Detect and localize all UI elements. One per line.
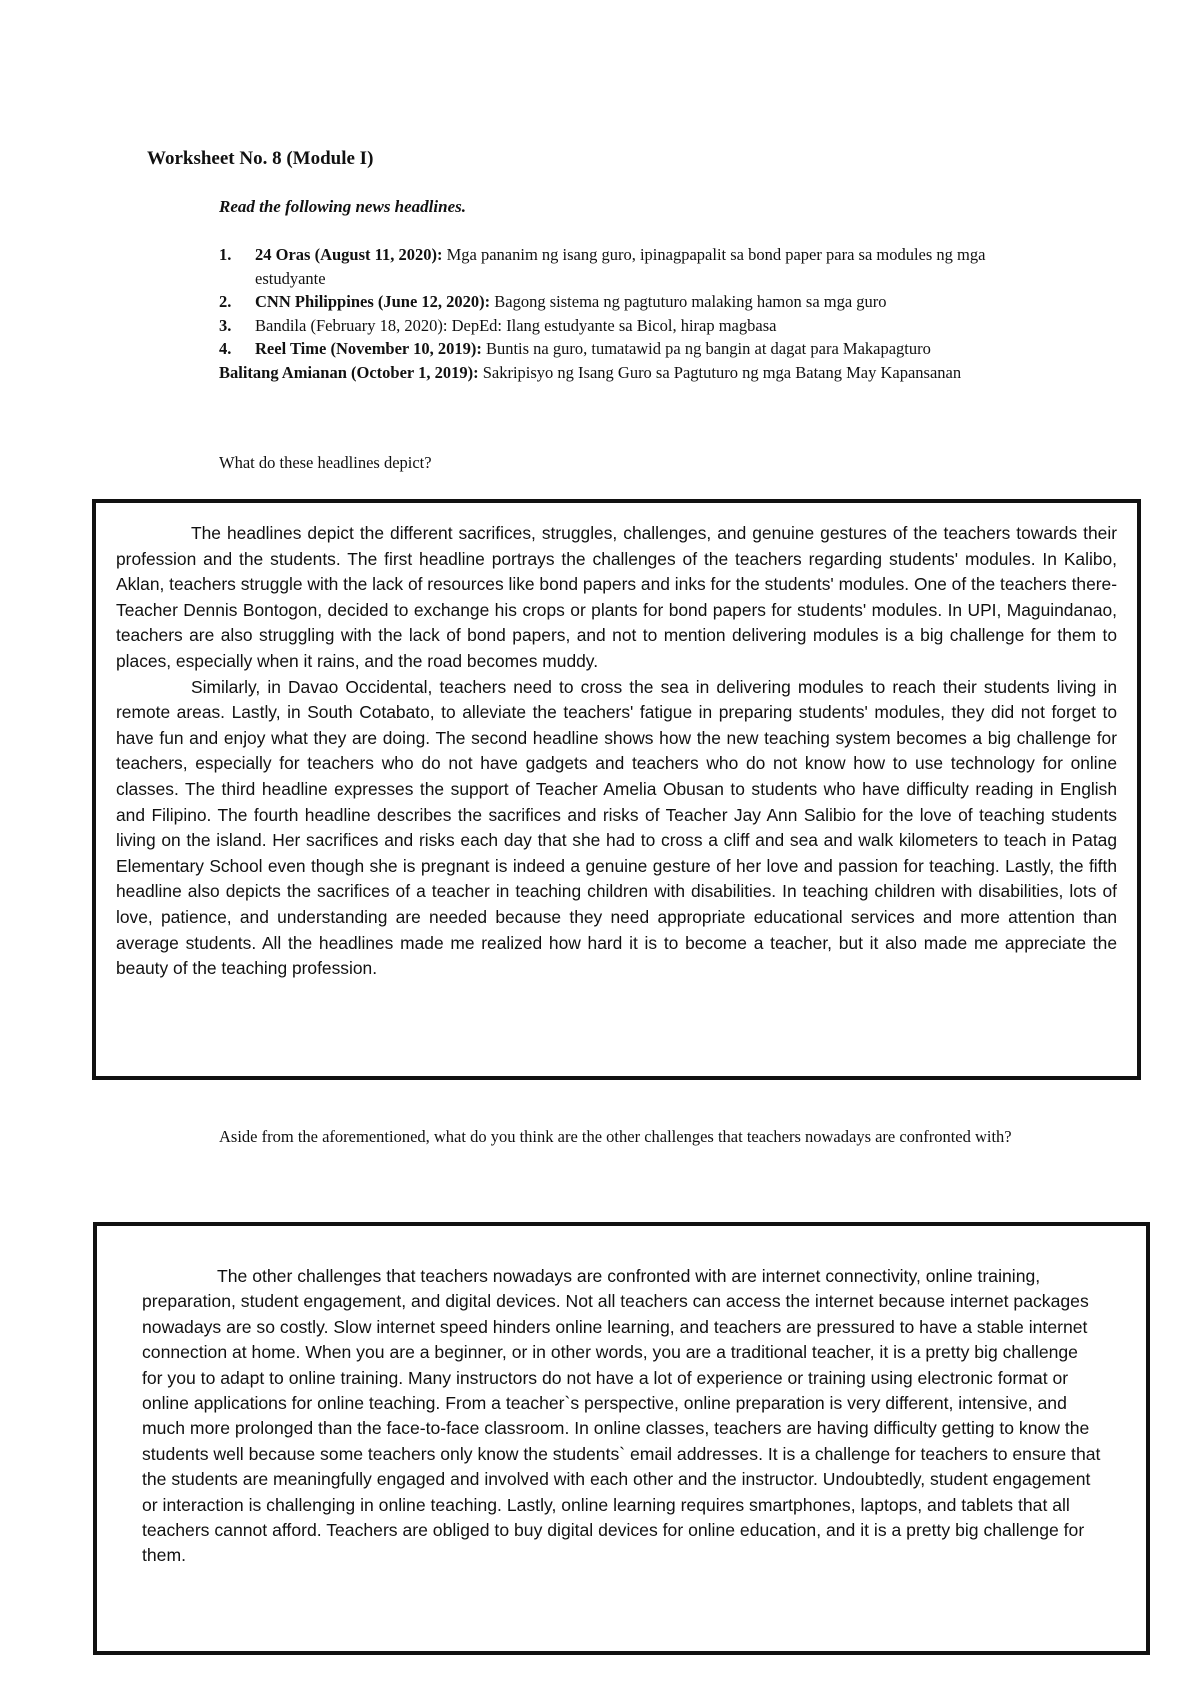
- headline-text-2: Bagong sistema ng pagtuturo malaking hamon sa mga guro: [490, 292, 887, 311]
- headline-source-5: Balitang Amianan (October 1, 2019):: [219, 362, 479, 382]
- headline-source-1: 24 Oras (August 11, 2020):: [255, 245, 443, 264]
- headline-item-1: [219, 243, 1059, 290]
- headline-number-4: 4.: [219, 339, 232, 358]
- answer-box-2: [93, 1222, 1150, 1655]
- worksheet-title-rest: 8 (Module I): [267, 148, 374, 169]
- answer-2-paragraph-1: The other challenges that teachers nowadays are confronted with are internet connectivity, online training, preparation, student engagement, and digital devices. Not all teachers can access the internet because internet packages nowadays are so costly. Slow internet speed hinders online learning, and teachers are pressured to have a stable internet connection at home. When you are a beginner, or in other words, you are a traditional teacher, it is a pretty big challenge for you to adapt to online training. Many instructors do not have a lot of experience or training using electronic format or online applications for online teaching. From a teacher`s perspective, online preparation is very different, intensive, and much more prolonged than the face-to-face classroom. In online classes, teachers are having difficulty getting to know the students well because some teachers only know the students` email addresses. It is a challenge for teachers to ensure that the students are meaningfully engaged and involved with each other and the instructor. Undoubtedly, student engagement or interaction is challenging in online teaching. Lastly, online learning requires smartphones, laptops, and tablets that all teachers cannot afford. Teachers are obliged to buy digital devices for online education, and it is a pretty big challenge for them.: [142, 1266, 1101, 1566]
- headline-source-4: Reel Time (November 10, 2019):: [255, 339, 482, 358]
- headline-item-3: [219, 314, 1059, 338]
- answer-1-paragraph-1: The headlines depict the different sacrifices, struggles, challenges, and genuine gestures of the teachers towards their profession and the students. The first headline portrays the challenges of the teachers regarding students' modules. In Kalibo, Aklan, teachers struggle with the lack of resources like bond papers and inks for the students' modules. One of the teachers there- Teacher Dennis Bontogon, decided to exchange his crops or plants for bond papers for students' modules. In UPI, Maguindanao, teachers are also struggling with the lack of bond papers, and not to mention delivering modules is a big challenge for them to places, especially when it rains, and the road becomes muddy.: [116, 523, 1117, 671]
- headline-source-2: CNN Philippines (June 12, 2020):: [255, 292, 491, 311]
- headline-text-5: Sakripisyo ng Isang Guro sa Pagtuturo ng mga Batang May Kapansanan: [478, 362, 962, 382]
- answer-box-1: [92, 499, 1141, 1080]
- headline-list: [219, 243, 1059, 384]
- question-2: Aside from the aforementioned, what do you think are the other challenges that teachers nowadays are confronted with?: [219, 1127, 1012, 1146]
- headline-item-5: [219, 361, 1059, 385]
- worksheet-title: [147, 148, 373, 170]
- headline-text-3: DepEd: Ilang estudyante sa Bicol, hirap magbasa: [447, 315, 777, 335]
- headline-source-3: Bandila (February 18, 2020):: [255, 315, 448, 335]
- headline-number-1: 1.: [219, 245, 232, 264]
- answer-1-paragraph-2: Similarly, in Davao Occidental, teachers need to cross the sea in delivering modules to reach their students living in remote areas. Lastly, in South Cotabato, to alleviate the teachers' fatigue in preparing students' modules, they did not forget to have fun and enjoy what they are doing. The second headline shows how the new teaching system becomes a big challenge for teachers, especially for teachers who do not have gadgets and teachers who do not know how to use technology for online classes. The third headline expresses the support of Teacher Amelia Obusan to students who have difficulty reading in English and Filipino. The fourth headline describes the sacrifices and risks of Teacher Jay Ann Salibio for the love of teaching students living on the island. Her sacrifices and risks each day that she had to cross a cliff and sea and walk kilometers to teach in Patag Elementary School even though she is pregnant is indeed a genuine gesture of her love and passion for teaching. Lastly, the fifth headline also depicts the sacrifices of a teacher in teaching children with disabilities. In teaching children with disabilities, lots of love, patience, and understanding are needed because they need appropriate educational services and more attention than average students. All the headlines made me realized how hard it is to become a teacher, but it also made me appreciate the beauty of the teaching profession.: [116, 676, 1117, 979]
- instruction-text: Read the following news headlines.: [219, 197, 466, 216]
- worksheet-title-bold: Worksheet No.: [147, 148, 268, 169]
- headline-item-4: [219, 337, 1059, 361]
- headline-text-4: Buntis na guro, tumatawid pa ng bangin at dagat para Makapagturo: [481, 339, 931, 358]
- headline-number-3: 3.: [219, 315, 232, 335]
- question-1: What do these headlines depict?: [219, 453, 432, 472]
- headline-text-1: Mga pananim ng isang guro, ipinagpapalit sa bond paper para sa modules ng mga estudyante: [255, 245, 986, 288]
- headline-item-2: [219, 290, 1059, 314]
- headline-number-2: 2.: [219, 292, 232, 311]
